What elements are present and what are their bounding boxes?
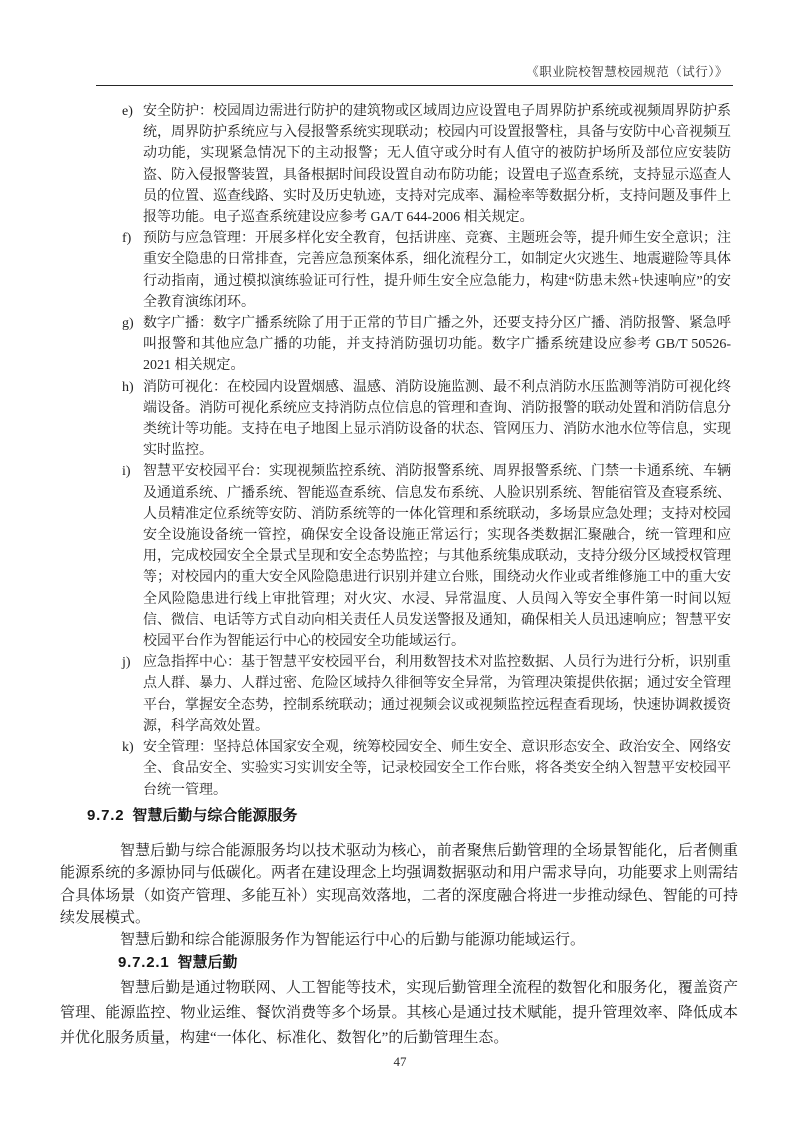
list-item-text: 预防与应急管理：开展多样化安全教育，包括讲座、竞赛、主题班会等，提升师生安全意识；注重安全隐患的日常排查，完善应急预案体系，细化流程分工，如制定火灾逃生、地震避险等具体行动指南，通过模拟演练验证可行性，提升师生安全应急能力，构建“防患未然+快速响应”的安全教育演练闭环。 (143, 231, 731, 310)
list-item-text: 消防可视化：在校园内设置烟感、温感、消防设施监测、最不利点消防水压监测等消防可视化终端设备。消防可视化系统应支持消防点位信息的管理和查询、消防报警的联动处置和消防信息分类统计等功能。支持在电子地图上显示消防设备的状态、管网压力、消防水池水位等信息，实现实时监控。 (143, 379, 731, 459)
list-item-marker: h) (122, 379, 134, 395)
subsection-number: 9.7.2.1 (118, 954, 170, 971)
list-item-i (122, 461, 731, 652)
header-rule (96, 85, 733, 86)
list-item-marker: g) (122, 316, 134, 332)
list-item-marker: e) (122, 104, 133, 119)
section-number: 9.7.2 (87, 807, 125, 824)
section-title: 智慧后勤与综合能源服务 (132, 807, 298, 824)
section-paragraph-1: 智慧后勤与综合能源服务均以技术驱动为核心，前者聚焦后勤管理的全场景智能化，后者侧重能源系统的多源协同与低碳化。两者在建设理念上均强调数据驱动和用户需求导向，功能要求上则需结合具体场景（如资产管理、多能互补）实现高效落地，二者的深度融合将进一步推动绿色、智能的可持续发展模式。 (60, 843, 738, 926)
list-item-j (122, 652, 731, 737)
list-item-h (122, 377, 731, 462)
list-item-text: 应急指挥中心：基于智慧平安校园平台，利用数智技术对监控数据、人员行为进行分析，识别重点人群、暴力、人群过密、危险区域持久徘徊等安全异常，为管理决策提供依据；通过安全管理平台，掌握安全态势，控制系统联动；通过视频会议或视频监控远程查看现场，快速协调救援资源，科学高效处置。 (143, 655, 731, 734)
subsection-paragraph: 智慧后勤是通过物联网、人工智能等技术，实现后勤管理全流程的数智化和服务化，覆盖资产管理、能源监控、物业运维、餐饮消费等多个场景。其核心是通过技术赋能，提升管理效率、降低成本并优化服务质量，构建“一体化、标准化、数智化”的后勤管理生态。 (60, 980, 738, 1047)
list-item-e (122, 101, 731, 228)
section-heading (87, 804, 297, 825)
list-item-marker: j) (122, 655, 131, 671)
section-paragraph-2: 智慧后勤和综合能源服务作为智能运行中心的后勤与能源功能域运行。 (120, 932, 586, 948)
list-item-marker: f) (122, 231, 132, 247)
list-item-marker: k) (122, 740, 134, 756)
page-number: 47 (393, 1054, 407, 1069)
list-item-text: 安全管理：坚持总体国家安全观，统筹校园安全、师生安全、意识形态安全、政治安全、网络安全、食品安全、实验实习实训安全等，记录校园安全工作台账，将各类安全纳入智慧平安校园平台统一管理。 (143, 740, 731, 798)
list-item-k (122, 737, 731, 801)
list-item-marker: i) (122, 464, 131, 480)
list-item-g (122, 313, 731, 377)
subsection-heading (118, 951, 238, 972)
clause-list (122, 101, 731, 801)
list-item-text: 安全防护：校园周边需进行防护的建筑物或区域周边应设置电子周界防护系统或视频周界防护系统，周界防护系统应与入侵报警系统实现联动；校园内可设置报警柱，具备与安防中心音视频互动功能，实现紧急情况下的主动报警；无人值守或分时有人值守的被防护场所及部位应安装防盗、防入侵报警装置，具备根据时间段设置自动布防功能；设置电子巡查系统，支持显示巡查人员的位置、巡查线路、实时及历史轨迹，支持对完成率、漏检率等数据分析，支持问题及事件上报等功能。电子巡查系统建设应参考 GA/T 644-2006 相关规定。 (143, 104, 731, 226)
list-item-f (122, 228, 731, 313)
subsection-title: 智慧后勤 (177, 954, 238, 971)
list-item-text: 智慧平安校园平台：实现视频监控系统、消防报警系统、周界报警系统、门禁一卡通系统、车辆及通道系统、广播系统、智能巡查系统、信息发布系统、人脸识别系统、智能宿管及查寝系统、人员精准定位系统等安防、消防系统等的一体化管理和系统联动，多场景应急处理；支持对校园安全设施设备统一管控，确保安全设备设施正常运行；实现各类数据汇聚融合，统一管理和应用，完成校园安全全景式呈现和安全态势监控；与其他系统集成联动，支持分级分区域授权管理等；对校园内的重大安全风险隐患进行识别并建立台账，围绕动火作业或者维修施工中的重大安全风险隐患进行线上审批管理；对火灾、水浸、异常温度、人员闯入等安全事件第一时间以短信、微信、电话等方式自动向相关责任人员发送警报及通知，确保相关人员迅速响应；智慧平安校园平台作为智能运行中心的校园安全功能域运行。 (143, 464, 731, 650)
list-item-text: 数字广播：数字广播系统除了用于正常的节目广播之外，还要支持分区广播、消防报警、紧急呼叫报警和其他应急广播的功能，并支持消防强切功能。数字广播系统建设应参考 GB/T 50526-2021 相关规定。 (143, 316, 731, 374)
running-header-title: 《职业院校智慧校园规范（试行）》 (526, 65, 728, 79)
page-footer (0, 1054, 800, 1070)
